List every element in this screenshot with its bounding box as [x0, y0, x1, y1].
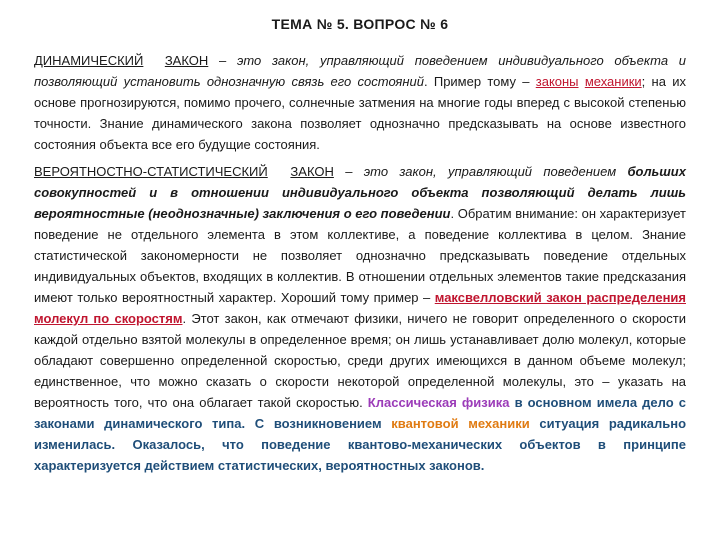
statistical-law-paragraph	[34, 161, 686, 476]
text-run-bold: ситуация радикально изменилась. Оказалось, что поведение квантово-механических объектов в принципе характеризуется действием статистических, вероятностных законов.	[34, 416, 687, 473]
classical-physics-term: Классическая физика	[367, 395, 510, 410]
statistical-term-law: ЗАКОН	[290, 164, 334, 179]
statistical-definition: это закон, управляющий поведением	[363, 164, 628, 179]
statistical-definition-bold: больших совокупностей и в отношении индивидуального объекта позволяющий делать лишь вероятностные (неоднозначные) заключения о его поведении	[34, 164, 686, 221]
dash: –	[208, 53, 237, 68]
dynamic-law-paragraph	[34, 50, 686, 155]
dash: –	[333, 164, 364, 179]
text-run: . Пример тому –	[423, 74, 536, 89]
dynamic-term-word: ДИНАМИЧЕСКИЙ	[34, 53, 144, 68]
maxwell-law-term: максвелловский закон распределения молекул по скоростям	[34, 290, 686, 326]
statistical-term-word: ВЕРОЯТНОСТНО-СТАТИСТИЧЕСКИЙ	[34, 164, 268, 179]
dynamic-term-law: ЗАКОН	[164, 53, 209, 68]
page-title: ТЕМА № 5. ВОПРОС № 6	[271, 16, 449, 32]
text-run: ; на их основе прогнозируются, помимо прочего, солнечные затмения на многие годы вперед с высокой степенью точности. Знание динамического закона позволяет однозначно предсказывать на основе известного состояния объекта все его будущие состояния.	[34, 74, 686, 152]
laws-term: законы	[535, 74, 579, 89]
quantum-mechanics-term: квантовой механики	[391, 416, 530, 431]
text-run-bold: в основном имела дело с законами динамического типа. С возникновением	[34, 395, 686, 431]
text-run: . Обратим внимание: он характеризует поведение не отдельного элемента в этом коллективе, а поведение коллектива в целом. Знание статистической закономерности не позволяет однозначно предсказывать поведение отдельных индивидуальных объектов, входящих в коллектив. В отношении отдельных элементов такие предсказания имеют только вероятностный характер. Хороший тому пример –	[34, 206, 686, 305]
dynamic-definition: это закон, управляющий поведением индивидуального объекта и позволяющий установить однозначную связь его состояний	[34, 53, 686, 89]
text-run: . Этот закон, как отмечают физики, ничего не говорит определенного о скорости каждой отдельно взятой молекулы в определенное время; он лишь устанавливает долю молекул, которые обладают совершенно определенной скоростью, среди других имеющихся в данном объеме молекул; единственное, что можно сказать о скорости некоторой определенной молекулы, это – указать на вероятность того, что она облагает такой скоростью.	[34, 311, 687, 410]
mechanics-term: механики	[584, 74, 642, 89]
